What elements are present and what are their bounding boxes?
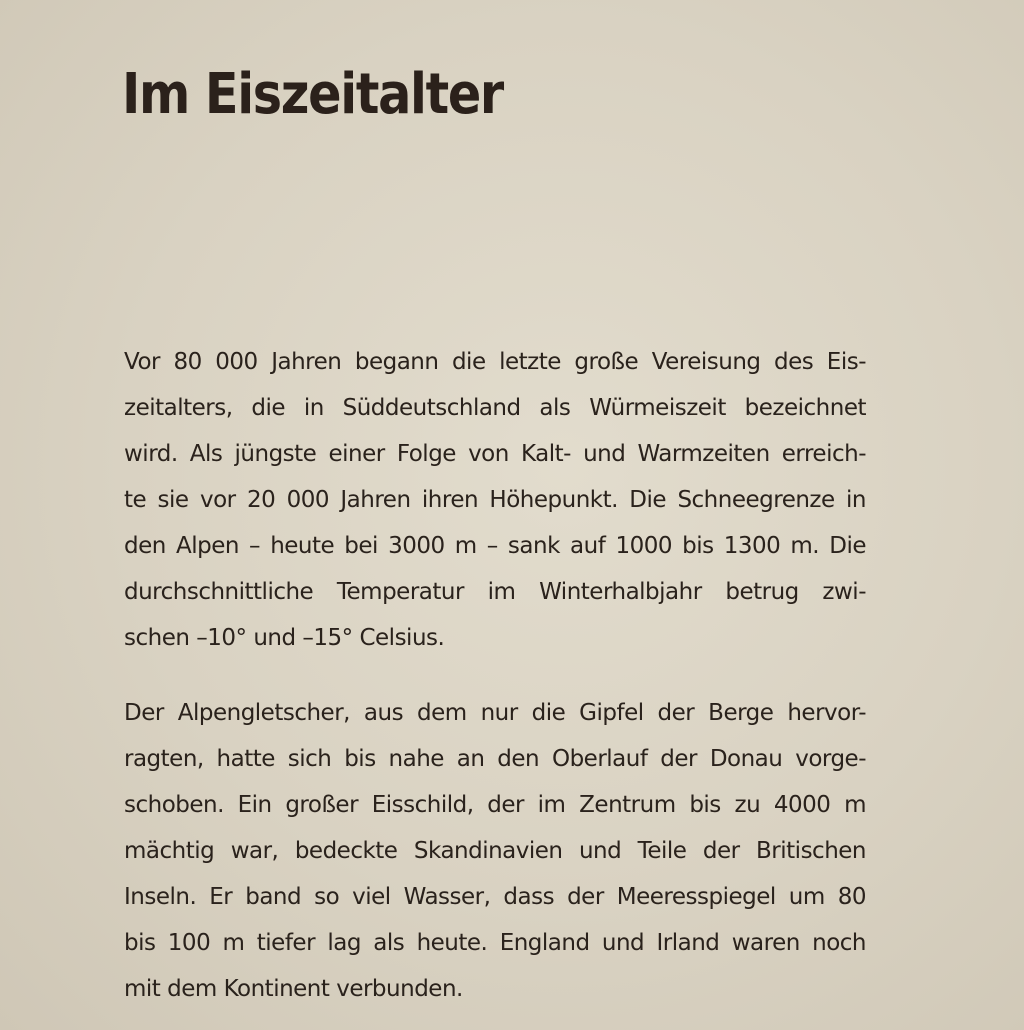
paragraph-ice-age-intro (124, 339, 866, 661)
text-line: Vor 80 000 Jahren begann die letzte große Vereisung des Eis- (124, 349, 866, 375)
text-line: Inseln. Er band so viel Wasser, dass der Meeresspiegel um 80 (124, 884, 866, 910)
page-title: Im Eiszeitalter (122, 62, 503, 127)
text-line: bis 100 m tiefer lag als heute. England und Irland waren noch (124, 930, 866, 956)
text-line: durchschnittliche Temperatur im Winterhalbjahr betrug zwi- (124, 579, 866, 605)
text-line: zeitalters, die in Süddeutschland als Würmeiszeit bezeichnet (124, 395, 866, 421)
text-line: Der Alpengletscher, aus dem nur die Gipfel der Berge hervor- (124, 700, 866, 726)
text-line: wird. Als jüngste einer Folge von Kalt- und Warmzeiten erreich- (124, 441, 866, 467)
text-line: mächtig war, bedeckte Skandinavien und Teile der Britischen (124, 838, 866, 864)
text-line: te sie vor 20 000 Jahren ihren Höhepunkt. Die Schneegrenze in (124, 487, 866, 513)
paragraph-alpine-glacier (124, 690, 866, 1012)
text-line: mit dem Kontinent verbunden. (124, 976, 463, 1002)
text-line: schoben. Ein großer Eisschild, der im Zentrum bis zu 4000 m (124, 792, 866, 818)
text-line: den Alpen – heute bei 3000 m – sank auf 1000 bis 1300 m. Die (124, 533, 866, 559)
text-line: schen –10° und –15° Celsius. (124, 625, 445, 651)
text-line: ragten, hatte sich bis nahe an den Oberlauf der Donau vorge- (124, 746, 866, 772)
